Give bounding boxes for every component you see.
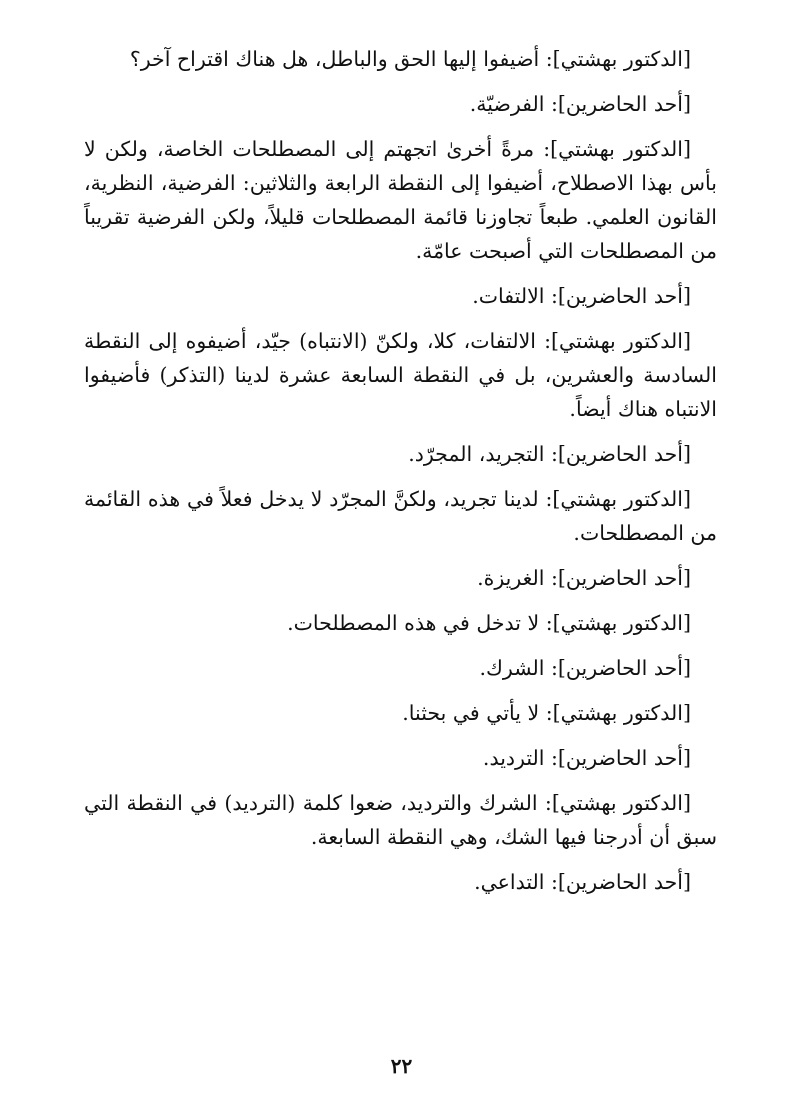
- speaker-label: [الدكتور بهشتي]:: [544, 791, 691, 815]
- paragraph-text: مرةً أخرىٰ اتجهتم إلى المصطلحات الخاصة، ولكن لا بأس بهذا الاصطلاح، أضيفوا إلى النقطة الرابعة والثلاثين: الفرضية، النظرية، القانون العلمي. طبعاً تجاوزنا قائمة المصطلحات قليلاً، ولكن الفرضية تقريباً من المصطلحات التي أصبحت عامّة.: [84, 137, 717, 263]
- paragraph: [84, 42, 717, 76]
- paragraph: [84, 437, 717, 471]
- paragraph: [84, 606, 717, 640]
- paragraph: [84, 741, 717, 775]
- speaker-label: [أحد الحاضرين]:: [551, 746, 691, 770]
- paragraph-text: أضيفوا إليها الحق والباطل، هل هناك اقتراح آخر؟: [129, 47, 546, 71]
- paragraph-text: الغريزة.: [477, 566, 551, 590]
- paragraph-text: الشرك.: [479, 656, 551, 680]
- speaker-label: [أحد الحاضرين]:: [551, 566, 691, 590]
- paragraph-text: لدينا تجريد، ولكنَّ المجرّد لا يدخل فعلاً في هذه القائمة من المصطلحات.: [84, 487, 717, 545]
- paragraph-text: الفرضيّة.: [469, 92, 551, 116]
- paragraph-text: الترديد.: [482, 746, 551, 770]
- paragraph-text: لا يأتي في بحثنا.: [402, 701, 546, 725]
- paragraph: [84, 132, 717, 268]
- speaker-label: [الدكتور بهشتي]:: [545, 701, 691, 725]
- paragraph: [84, 651, 717, 685]
- speaker-label: [الدكتور بهشتي]:: [545, 47, 691, 71]
- speaker-label: [أحد الحاضرين]:: [551, 442, 691, 466]
- speaker-label: [الدكتور بهشتي]:: [543, 137, 691, 161]
- speaker-label: [أحد الحاضرين]:: [551, 656, 691, 680]
- paragraph-text: التجريد، المجرّد.: [408, 442, 551, 466]
- paragraph-text: لا تدخل في هذه المصطلحات.: [287, 611, 546, 635]
- paragraph-text: التداعي.: [474, 870, 551, 894]
- paragraph: [84, 561, 717, 595]
- paragraph: [84, 87, 717, 121]
- paragraph: [84, 279, 717, 313]
- speaker-label: [الدكتور بهشتي]:: [545, 611, 691, 635]
- paragraph: [84, 865, 717, 899]
- speaker-label: [أحد الحاضرين]:: [551, 284, 691, 308]
- speaker-label: [أحد الحاضرين]:: [551, 870, 691, 894]
- paragraph: [84, 786, 717, 854]
- page-number: ٢٢: [390, 1054, 413, 1078]
- page-body: [84, 42, 717, 910]
- paragraph: [84, 696, 717, 730]
- speaker-label: [الدكتور بهشتي]:: [544, 329, 691, 353]
- paragraph-text: الشرك والترديد، ضعوا كلمة (الترديد) في النقطة التي سبق أن أدرجنا فيها الشك، وهي النقطة السابعة.: [84, 791, 717, 849]
- speaker-label: [الدكتور بهشتي]:: [545, 487, 691, 511]
- paragraph-text: الالتفات.: [472, 284, 551, 308]
- paragraph: [84, 482, 717, 550]
- paragraph: [84, 324, 717, 426]
- paragraph-text: الالتفات، كلا، ولكنّ (الانتباه) جيّد، أضيفوه إلى النقطة السادسة والعشرين، بل في النقطة السابعة عشرة لدينا (التذكر) فأضيفوا الانتباه هناك أيضاً.: [84, 329, 717, 421]
- speaker-label: [أحد الحاضرين]:: [551, 92, 691, 116]
